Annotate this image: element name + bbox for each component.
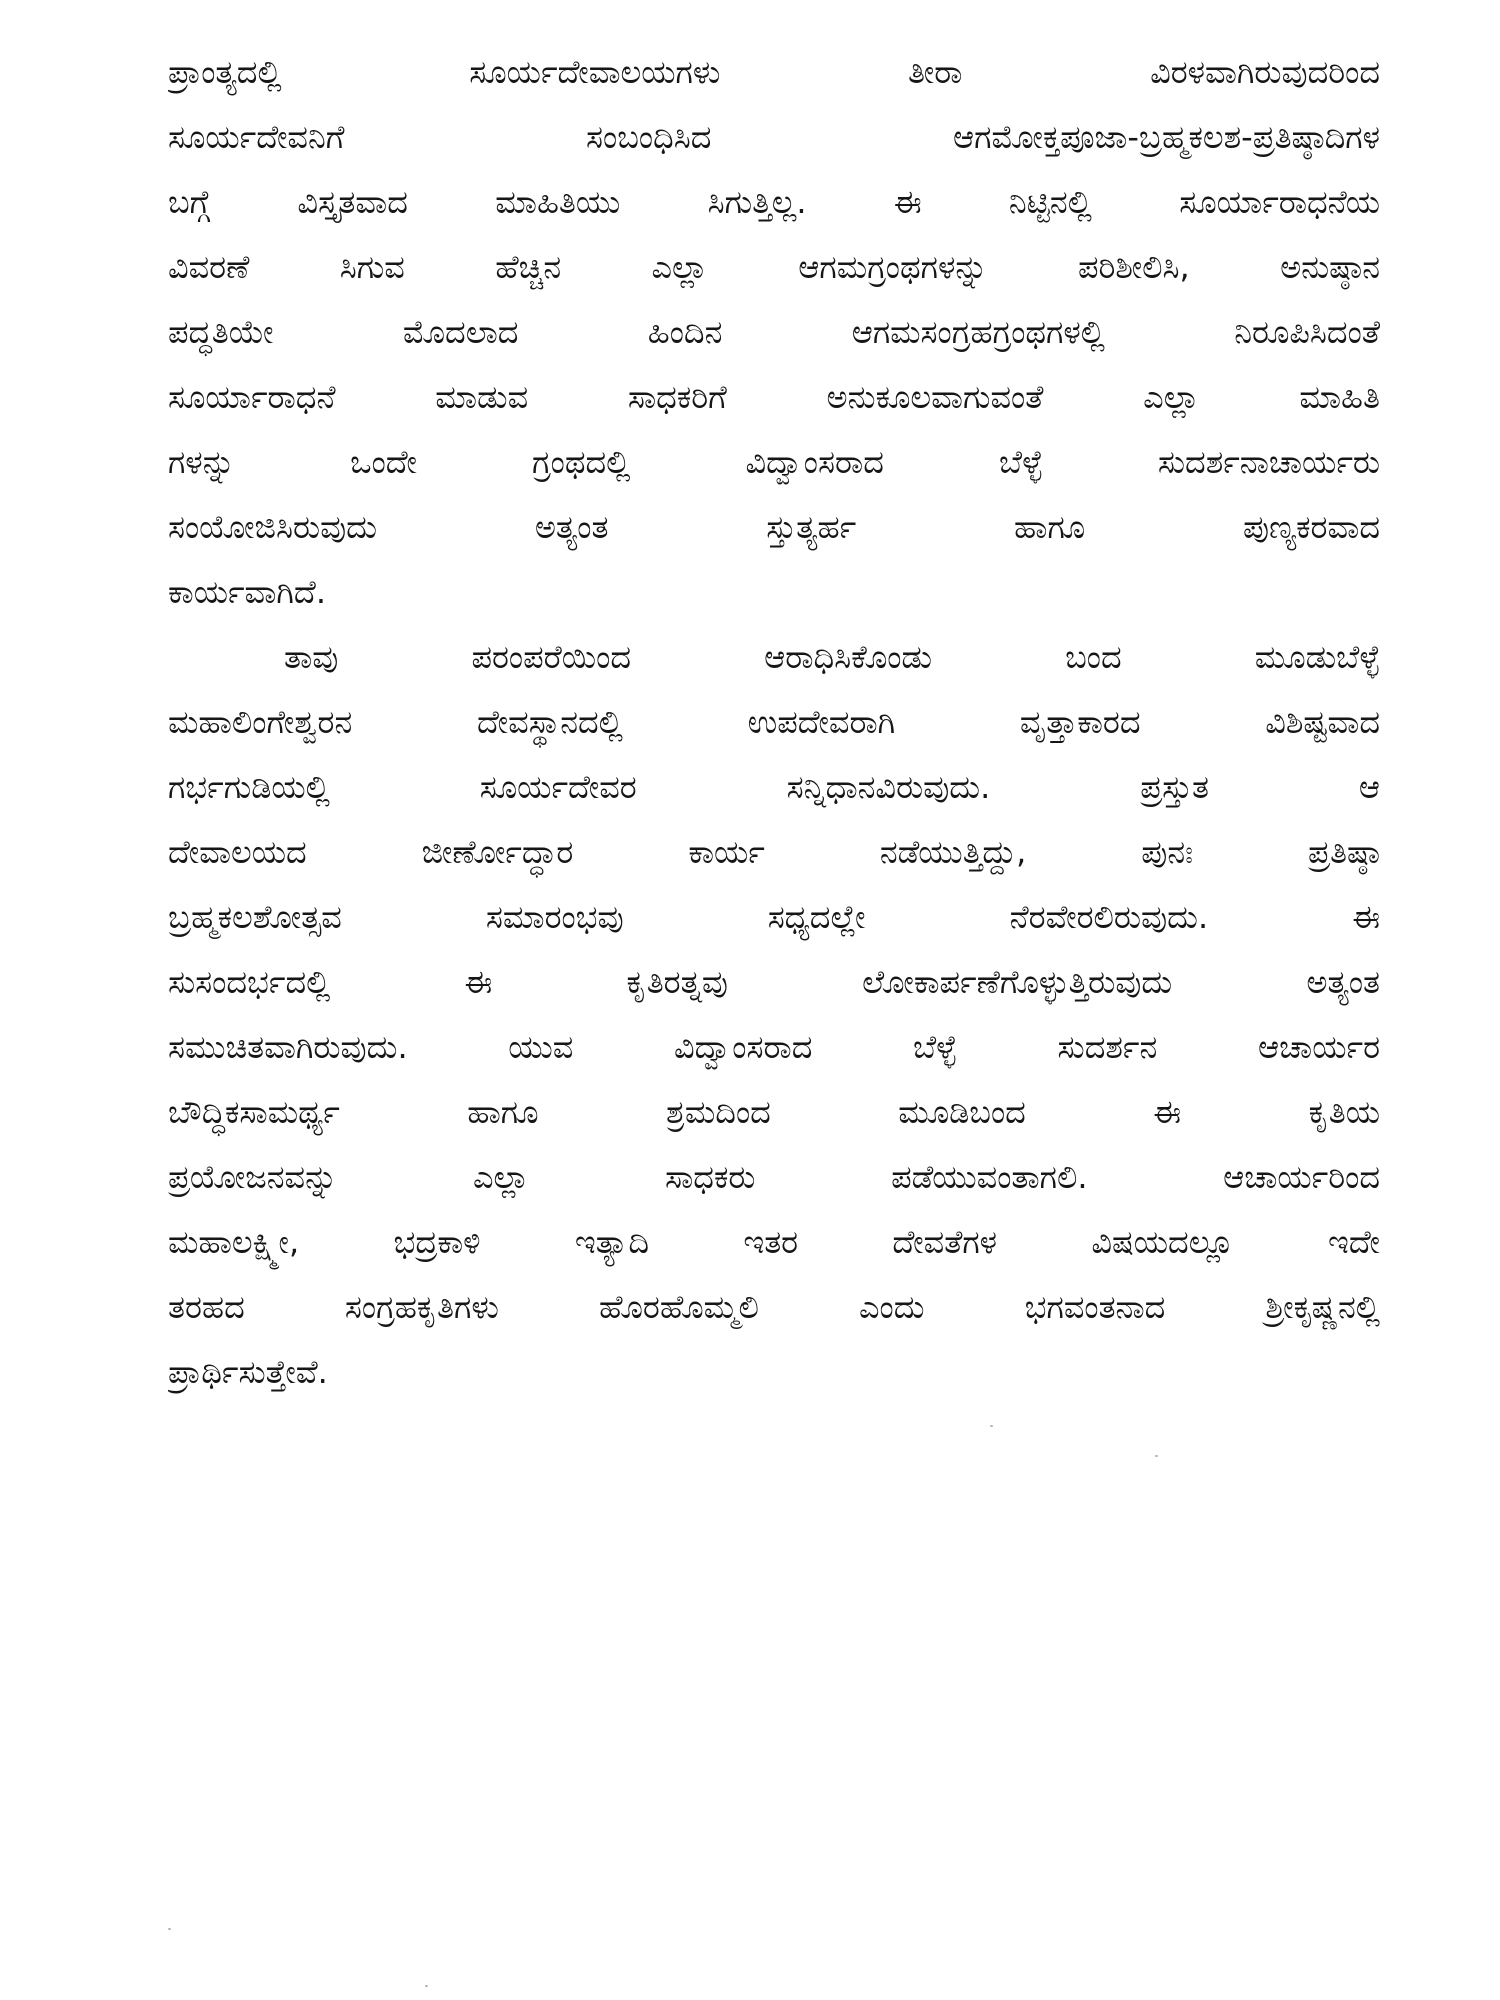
text-line: ಪದ್ಧತಿಯೇ ಮೊದಲಾದ ಹಿಂದಿನ ಆಗಮಸಂಗ್ರಹಗ್ರಂಥಗಳಲ್ಲಿ ನಿರೂಪಿಸಿದಂತೆ [168, 313, 1380, 351]
scan-speck [425, 1985, 428, 1987]
text-line: ಸೂರ್ಯದೇವನಿಗೆ ಸಂಬಂಧಿಸಿದ ಆಗಮೋಕ್ತಪೂಜಾ-ಬ್ರಹ್ಮಕಲಶ-ಪ್ರತಿಷ್ಠಾದಿಗಳ [168, 118, 1380, 156]
scan-speck [990, 1425, 993, 1427]
text-line: ದೇವಾಲಯದ ಜೀರ್ಣೋದ್ಧಾರ ಕಾರ್ಯ ನಡೆಯುತ್ತಿದ್ದು, ಪುನಃ ಪ್ರತಿಷ್ಠಾ [168, 833, 1380, 871]
text-line: ಕಾರ್ಯವಾಗಿದೆ. [168, 573, 327, 611]
text-line: ಬ್ರಹ್ಮಕಲಶೋತ್ಸವ ಸಮಾರಂಭವು ಸಧ್ಯದಲ್ಲೇ ನೆರವೇರಲಿರುವುದು. ಈ [168, 898, 1380, 936]
text-line: ಪ್ರಾರ್ಥಿಸುತ್ತೇವೆ. [168, 1353, 328, 1391]
scan-speck [1155, 1455, 1158, 1457]
text-line: ಸೂರ್ಯಾರಾಧನೆ ಮಾಡುವ ಸಾಧಕರಿಗೆ ಅನುಕೂಲವಾಗುವಂತೆ ಎಲ್ಲಾ ಮಾಹಿತಿ [168, 378, 1380, 416]
text-line: ತಾವು ಪರಂಪರೆಯಿಂದ ಆರಾಧಿಸಿಕೊಂಡು ಬಂದ ಮೂಡುಬೆಳ್ಳೆ [284, 638, 1380, 676]
text-line: ಮಹಾಲಿಂಗೇಶ್ವರನ ದೇವಸ್ಥಾನದಲ್ಲಿ ಉಪದೇವರಾಗಿ ವೃತ್ತಾಕಾರದ ವಿಶಿಷ್ಟವಾದ [168, 703, 1380, 741]
document-body [168, 40, 1380, 1405]
text-line: ಸಂಯೋಜಿಸಿರುವುದು ಅತ್ಯಂತ ಸ್ತುತ್ಯರ್ಹ ಹಾಗೂ ಪುಣ್ಯಕರವಾದ [168, 508, 1380, 546]
text-line: ತರಹದ ಸಂಗ್ರಹಕೃತಿಗಳು ಹೊರಹೊಮ್ಮಲಿ ಎಂದು ಭಗವಂತನಾದ ಶ್ರೀಕೃಷ್ಣನಲ್ಲಿ [168, 1288, 1380, 1326]
text-line: ಪ್ರಾಂತ್ಯದಲ್ಲಿ ಸೂರ್ಯದೇವಾಲಯಗಳು ತೀರಾ ವಿರಳವಾಗಿರುವುದರಿಂದ [168, 53, 1380, 91]
text-line: ಮಹಾಲಕ್ಷ್ಮೀ, ಭದ್ರಕಾಳಿ ಇತ್ಯಾದಿ ಇತರ ದೇವತೆಗಳ ವಿಷಯದಲ್ಲೂ ಇದೇ [168, 1223, 1380, 1261]
scan-speck [168, 1928, 171, 1930]
text-line: ಸಮುಚಿತವಾಗಿರುವುದು. ಯುವ ವಿದ್ವಾಂಸರಾದ ಬೆಳ್ಳೆ ಸುದರ್ಶನ ಆಚಾರ್ಯರ [168, 1028, 1380, 1066]
text-line: ಗರ್ಭಗುಡಿಯಲ್ಲಿ ಸೂರ್ಯದೇವರ ಸನ್ನಿಧಾನವಿರುವುದು. ಪ್ರಸ್ತುತ ಆ [168, 768, 1380, 806]
paragraph-1 [168, 40, 1380, 625]
text-line: ಗಳನ್ನು ಒಂದೇ ಗ್ರಂಥದಲ್ಲಿ ವಿದ್ವಾಂಸರಾದ ಬೆಳ್ಳೆ ಸುದರ್ಶನಾಚಾರ್ಯರು [168, 443, 1380, 481]
text-line: ಬಗ್ಗೆ ವಿಸ್ತೃತವಾದ ಮಾಹಿತಿಯು ಸಿಗುತ್ತಿಲ್ಲ. ಈ ನಿಟ್ಟಿನಲ್ಲಿ ಸೂರ್ಯಾರಾಧನೆಯ [168, 183, 1380, 221]
text-line: ಸುಸಂದರ್ಭದಲ್ಲಿ ಈ ಕೃತಿರತ್ನವು ಲೋಕಾರ್ಪಣೆಗೊಳ್ಳುತ್ತಿರುವುದು ಅತ್ಯಂತ [168, 963, 1380, 1001]
text-line: ಬೌದ್ಧಿಕಸಾಮರ್ಥ್ಯ ಹಾಗೂ ಶ್ರಮದಿಂದ ಮೂಡಿಬಂದ ಈ ಕೃತಿಯ [168, 1093, 1380, 1131]
text-line: ಪ್ರಯೋಜನವನ್ನು ಎಲ್ಲಾ ಸಾಧಕರು ಪಡೆಯುವಂತಾಗಲಿ. ಆಚಾರ್ಯರಿಂದ [168, 1158, 1380, 1196]
text-line: ವಿವರಣೆ ಸಿಗುವ ಹೆಚ್ಚಿನ ಎಲ್ಲಾ ಆಗಮಗ್ರಂಥಗಳನ್ನು ಪರಿಶೀಲಿಸಿ, ಅನುಷ್ಠಾನ [168, 248, 1380, 286]
paragraph-2 [168, 625, 1380, 1405]
